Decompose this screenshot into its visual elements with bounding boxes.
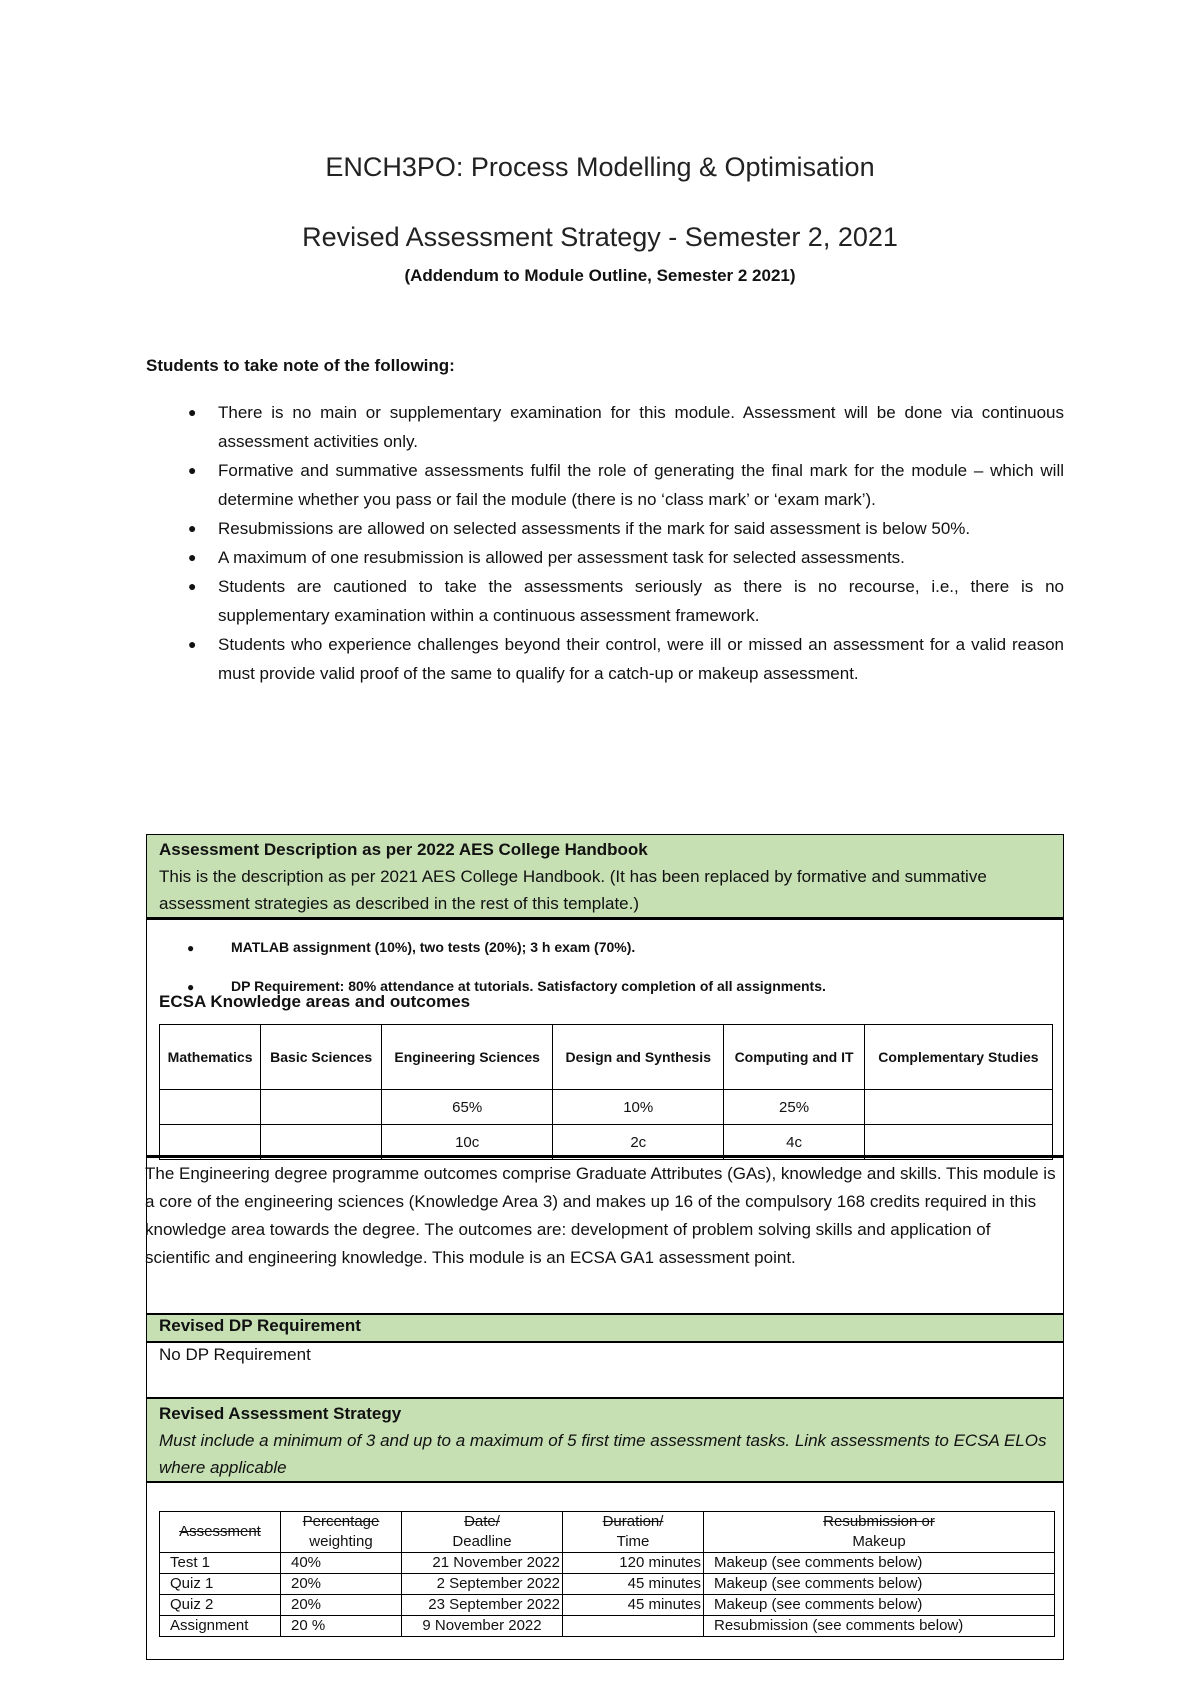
table-header-row: [160, 1025, 1053, 1090]
notes-list: [146, 398, 1064, 688]
table-header-cell: Duration/ Time: [563, 1512, 704, 1553]
table-cell: 2 September 2022: [402, 1574, 563, 1595]
description-text: This is the description as per 2021 AES College Handbook. (It has been replaced by formative and summative assessment strategies as described in the rest of this template.): [159, 867, 987, 913]
strategy-body: [146, 1482, 1064, 1660]
list-item: ● Students who experience challenges beyond their control, were ill or missed an assessment for a valid reason must provide valid proof of the same to qualify for a catch-up or makeup assessment.: [146, 630, 1064, 688]
outcomes-box: [146, 1156, 1064, 1314]
table-cell: 10c: [382, 1125, 553, 1160]
table-cell: [160, 1125, 261, 1160]
table-cell: [864, 1125, 1052, 1160]
table-cell: 20%: [281, 1595, 402, 1616]
table-cell: 40%: [281, 1553, 402, 1574]
bullet-icon: ●: [188, 462, 197, 478]
table-header-cell: Assessment: [160, 1512, 281, 1553]
assessment-table: [159, 1511, 1055, 1637]
list-item: ● MATLAB assignment (10%), two tests (20%); 3 h exam (70%).: [187, 928, 826, 967]
table-cell: 45 minutes: [563, 1595, 704, 1616]
bullet-icon: ●: [188, 636, 197, 652]
knowledge-areas-table: [159, 1024, 1053, 1160]
table-header-cell: Resubmission or Makeup: [704, 1512, 1055, 1553]
strategy-note: Must include a minimum of 3 and up to a maximum of 5 first time assessment tasks. Link assessments to ECSA ELOs where applicable: [159, 1431, 1047, 1477]
table-cell: 10%: [553, 1090, 724, 1125]
table-header-cell: Percentage weighting: [281, 1512, 402, 1553]
table-cell: 2c: [553, 1125, 724, 1160]
strategy-heading: Revised Assessment Strategy: [159, 1404, 402, 1423]
table-row: [160, 1595, 1055, 1616]
table-cell: 20 %: [281, 1616, 402, 1637]
intro-heading: Students to take note of the following:: [146, 356, 455, 375]
bullet-icon: ●: [188, 520, 197, 536]
table-header-cell: Complementary Studies: [864, 1025, 1052, 1090]
description-heading: Assessment Description as per 2022 AES College Handbook: [159, 840, 648, 859]
bullet-icon: ●: [188, 549, 197, 565]
table-cell: 21 November 2022: [402, 1553, 563, 1574]
table-cell: [864, 1090, 1052, 1125]
table-cell: 45 minutes: [563, 1574, 704, 1595]
outcomes-text: The Engineering degree programme outcomes comprise Graduate Attributes (GAs), knowledge and skills. This module is a core of the engineering sciences (Knowledge Area 3) and makes up 16 of the compulsory 168 credits required in this knowledge area towards the degree. The outcomes are: development of problem solving skills and application of scientific and engineering knowledge. This module is an ECSA GA1 assessment point.: [145, 1164, 1056, 1267]
description-body: [146, 918, 1064, 1156]
list-item: ● Students are cautioned to take the assessments seriously as there is no recourse, i.e., there is no supplementary examination within a continuous assessment framework.: [146, 572, 1064, 630]
dp-header: Revised DP Requirement: [146, 1314, 1064, 1342]
table-header-cell: Design and Synthesis: [553, 1025, 724, 1090]
table-cell: 4c: [724, 1125, 865, 1160]
table-row: [160, 1125, 1053, 1160]
bullet-icon: ●: [188, 578, 197, 594]
list-item: ● There is no main or supplementary examination for this module. Assessment will be done via continuous assessment activities only.: [146, 398, 1064, 456]
document-title: ENCH3PO: Process Modelling & Optimisation: [325, 152, 875, 182]
list-item: ● A maximum of one resubmission is allowed per assessment task for selected assessments.: [146, 543, 1064, 572]
list-item: ● Resubmissions are allowed on selected assessments if the mark for said assessment is below 50%.: [146, 514, 1064, 543]
table-cell: Quiz 2: [160, 1595, 281, 1616]
table-row: [160, 1574, 1055, 1595]
strategy-header: [146, 1398, 1064, 1482]
table-cell: [261, 1125, 382, 1160]
list-item: ● DP Requirement: 80% attendance at tutorials. Satisfactory completion of all assignments.: [187, 967, 826, 1006]
table-cell: 20%: [281, 1574, 402, 1595]
table-cell: 23 September 2022: [402, 1595, 563, 1616]
addendum-note: (Addendum to Module Outline, Semester 2 2021): [404, 266, 796, 285]
table-header-cell: Mathematics: [160, 1025, 261, 1090]
table-cell: Makeup (see comments below): [704, 1574, 1055, 1595]
dp-text: No DP Requirement: [146, 1342, 1064, 1398]
table-cell: 65%: [382, 1090, 553, 1125]
document-subtitle: Revised Assessment Strategy - Semester 2, 2021: [302, 222, 898, 252]
table-cell: 120 minutes: [563, 1553, 704, 1574]
table-cell: Test 1: [160, 1553, 281, 1574]
ecsa-heading: ECSA Knowledge areas and outcomes: [159, 992, 471, 1011]
table-cell: [563, 1616, 704, 1637]
table-cell: [160, 1090, 261, 1125]
table-row: [160, 1090, 1053, 1125]
table-cell: Makeup (see comments below): [704, 1595, 1055, 1616]
table-header-cell: Date/ Deadline: [402, 1512, 563, 1553]
bullet-icon: ●: [188, 404, 197, 420]
table-header-cell: Basic Sciences: [261, 1025, 382, 1090]
table-row: [160, 1553, 1055, 1574]
table-cell: 9 November 2022: [402, 1616, 563, 1637]
table-cell: Quiz 1: [160, 1574, 281, 1595]
description-header: [146, 834, 1064, 918]
table-cell: [261, 1090, 382, 1125]
table-header-cell: Engineering Sciences: [382, 1025, 553, 1090]
bullet-icon: ●: [187, 980, 195, 994]
list-item: ● Formative and summative assessments fulfil the role of generating the final mark for the module – which will determine whether you pass or fail the module (there is no ‘class mark’ or ‘exam mark’).: [146, 456, 1064, 514]
table-cell: 25%: [724, 1090, 865, 1125]
table-header-cell: Computing and IT: [724, 1025, 865, 1090]
table-header-row: [160, 1512, 1055, 1553]
bullet-icon: ●: [187, 941, 195, 955]
table-cell: Makeup (see comments below): [704, 1553, 1055, 1574]
table-row: [160, 1616, 1055, 1637]
table-cell: Resubmission (see comments below): [704, 1616, 1055, 1637]
table-cell: Assignment: [160, 1616, 281, 1637]
